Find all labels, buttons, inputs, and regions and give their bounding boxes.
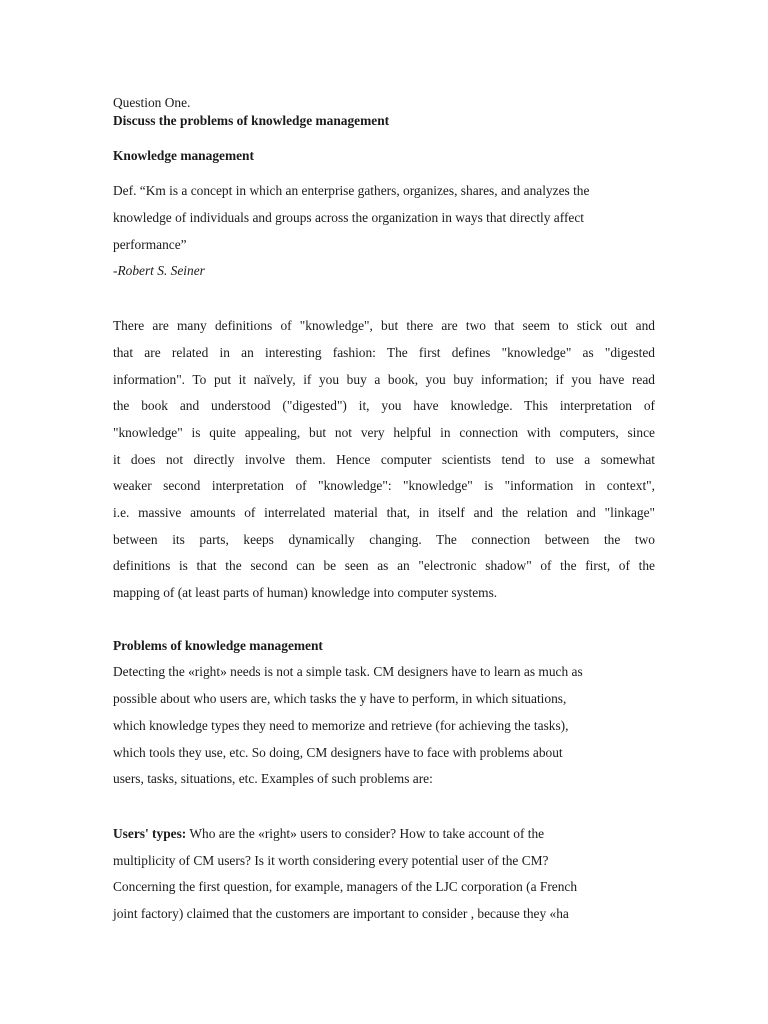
paragraph1-line: between its parts, keeps dynamically changing. The connection between the two (113, 532, 655, 547)
paragraph1-line: it does not directly involve them. Hence computer scientists tend to use a somewhat (113, 452, 655, 467)
paragraph1-line: definitions is that the second can be seen as an "electronic shadow" of the first, of the (113, 558, 655, 573)
paragraph1-line: the book and understood ("digested") it, you have knowledge. This interpretation of (113, 398, 655, 413)
paragraph2-line: Detecting the «right» needs is not a simple task. CM designers have to learn as much as (113, 664, 583, 679)
paragraph3-line: Concerning the first question, for example, managers of the LJC corporation (a French (113, 879, 578, 894)
paragraph1-line: that are related in an interesting fashion: The first defines "knowledge" as "digested (113, 345, 655, 360)
paragraph3-first-line-text: Who are the «right» users to consider? How to take account of the (186, 826, 545, 841)
definition-attribution: -Robert S. Seiner (113, 263, 205, 278)
paragraph1-line: mapping of (at least parts of human) knowledge into computer systems. (113, 585, 498, 600)
section-heading-problems: Problems of knowledge management (113, 638, 323, 653)
paragraph1-line: There are many definitions of "knowledge", but there are two that seem to stick out and (113, 318, 655, 333)
section-heading-knowledge-management: Knowledge management (113, 148, 254, 163)
question-label: Question One. (113, 95, 191, 110)
paragraph1-line: "knowledge" is quite appealing, but not very helpful in connection with computers, since (113, 425, 655, 440)
paragraph2-line: which knowledge types they need to memorize and retrieve (for achieving the tasks), (113, 718, 569, 733)
paragraph3-line: joint factory) claimed that the customers are important to consider , because they «ha (113, 906, 569, 921)
question-title: Discuss the problems of knowledge management (113, 113, 390, 128)
definition-line: Def. “Km is a concept in which an enterprise gathers, organizes, shares, and analyzes the (113, 183, 590, 198)
paragraph1-line: i.e. massive amounts of interrelated material that, in itself and the relation and "linkage" (113, 505, 655, 520)
paragraph3-line: multiplicity of CM users? Is it worth considering every potential user of the CM? (113, 853, 549, 868)
definition-line: performance” (113, 237, 187, 252)
paragraph1-line: weaker second interpretation of "knowledge": "knowledge" is "information in context", (113, 478, 655, 493)
paragraph2-line: possible about who users are, which tasks the y have to perform, in which situations, (113, 691, 567, 706)
users-types-lead: Users' types: (113, 826, 187, 841)
paragraph2-line: which tools they use, etc. So doing, CM designers have to face with problems about (113, 745, 563, 760)
definition-line: knowledge of individuals and groups across the organization in ways that directly affect (113, 210, 585, 225)
paragraph3-first-line (113, 826, 544, 842)
paragraph2-line: users, tasks, situations, etc. Examples of such problems are: (113, 771, 433, 786)
document-page (113, 0, 655, 1024)
paragraph1-line: information". To put it naïvely, if you buy a book, you buy information; if you have read (113, 372, 655, 387)
